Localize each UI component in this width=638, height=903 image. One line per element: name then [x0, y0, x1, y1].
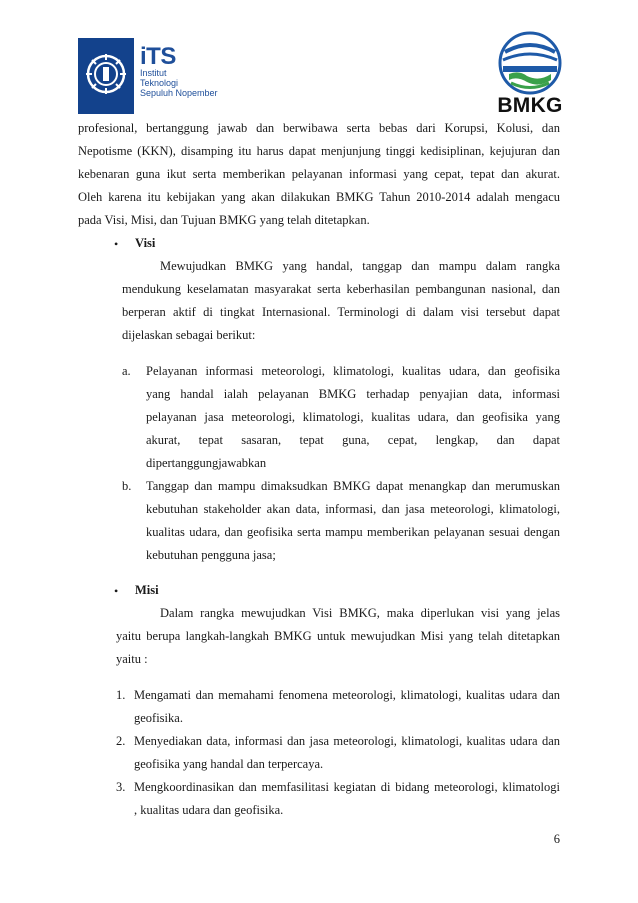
- page-number: 6: [553, 832, 560, 846]
- intro-line-4: Oleh karena itu kebijakan yang akan dilakukan BMKG Tahun 2010-2014 adalah mengacu: [78, 190, 560, 204]
- intro-line-5: pada Visi, Misi, dan Tujuan BMKG yang telah ditetapkan.: [78, 213, 370, 227]
- visi-item-b-line-1: Tanggap dan mampu dimaksudkan BMKG dapat menangkap dan merumuskan: [146, 479, 560, 493]
- misi-item-3-line-2: , kualitas udara dan geofisika.: [134, 803, 284, 817]
- visi-item-b-line-3: kualitas udara, dan geofisika serta mampu memberikan pelayanan sesuai dengan: [146, 525, 560, 539]
- page-header: [0, 0, 638, 118]
- bmkg-logo: [497, 30, 563, 122]
- visi-item-a-marker: a.: [122, 364, 131, 378]
- misi-item-2-marker: 2.: [116, 734, 126, 748]
- intro-line-3: kebenaran guna ikut serta memberikan pelayanan informasi yang cepat, tepat dan akurat.: [78, 167, 560, 181]
- visi-paragraph-line-3: berperan aktif di tingkat Internasional. Terminologi di dalam visi tersebut dapat: [122, 305, 560, 319]
- visi-paragraph-line-4: dijelaskan sebagai berikut:: [122, 328, 256, 342]
- its-seal-icon: [78, 38, 134, 114]
- misi-heading: Misi: [135, 583, 159, 597]
- intro-line-2: Nepotisme (KKN), disamping itu harus dapat menjunjung tinggi kedisiplinan, kejujuran dan: [78, 144, 560, 158]
- misi-paragraph-line-1: Dalam rangka mewujudkan Visi BMKG, maka diperlukan visi yang jelas: [160, 606, 560, 620]
- visi-paragraph-line-2: mendukung keselamatan masyarakat serta keberhasilan pembangunan nasional, dan: [122, 282, 560, 296]
- visi-heading: Visi: [135, 236, 156, 250]
- intro-line-1: profesional, bertanggung jawab dan berwibawa serta bebas dari Korupsi, Kolusi, dan: [78, 121, 560, 135]
- visi-item-a-line-4: akurat, tepat sasaran, tepat guna, cepat, lengkap, dan dapat: [146, 433, 560, 447]
- its-logo: [78, 38, 218, 114]
- misi-bullet: •: [114, 584, 119, 598]
- misi-item-1-line-1: Mengamati dan memahami fenomena meteorologi, klimatologi, kualitas udara dan: [134, 688, 560, 702]
- misi-item-3-line-1: Mengkoordinasikan dan memfasilitasi kegiatan di bidang meteorologi, klimatologi: [134, 780, 560, 794]
- bmkg-emblem-icon: [497, 30, 563, 96]
- visi-item-a-line-3: pelayanan jasa meteorologi, klimatologi, kualitas udara, dan geofisika yang: [146, 410, 560, 424]
- visi-item-a-line-5: dipertanggungjawabkan: [146, 456, 267, 470]
- misi-item-1-line-2: geofisika.: [134, 711, 183, 725]
- visi-item-b-marker: b.: [122, 479, 132, 493]
- visi-item-b-line-4: kebutuhan pengguna jasa;: [146, 548, 276, 562]
- visi-paragraph-line-1: Mewujudkan BMKG yang handal, tanggap dan mampu dalam rangka: [160, 259, 560, 273]
- visi-bullet: •: [114, 237, 119, 251]
- misi-paragraph-line-2: yaitu berupa langkah-langkah BMKG untuk mewujudkan Misi yang telah ditetapkan: [116, 629, 560, 643]
- misi-paragraph-line-3: yaitu :: [116, 652, 148, 666]
- visi-item-a-line-2: yang handal ialah pelayanan BMKG terhadap penyajian data, informasi: [146, 387, 560, 401]
- misi-item-2-line-2: geofisika yang handal dan terpercaya.: [134, 757, 324, 771]
- misi-item-2-line-1: Menyediakan data, informasi dan jasa meteorologi, klimatologi, kualitas udara dan: [134, 734, 560, 748]
- misi-item-3-marker: 3.: [116, 780, 126, 794]
- visi-item-a-line-1: Pelayanan informasi meteorologi, klimatologi, kualitas udara, dan geofisika: [146, 364, 560, 378]
- bmkg-wordmark: BMKG: [497, 94, 563, 117]
- misi-item-1-marker: 1.: [116, 688, 126, 702]
- visi-item-b-line-2: kebutuhan stakeholder akan data, informasi, dan jasa meteorologi, klimatologi,: [146, 502, 560, 516]
- its-wordmark: iTS Institut Teknologi Sepuluh Nopember: [140, 43, 218, 98]
